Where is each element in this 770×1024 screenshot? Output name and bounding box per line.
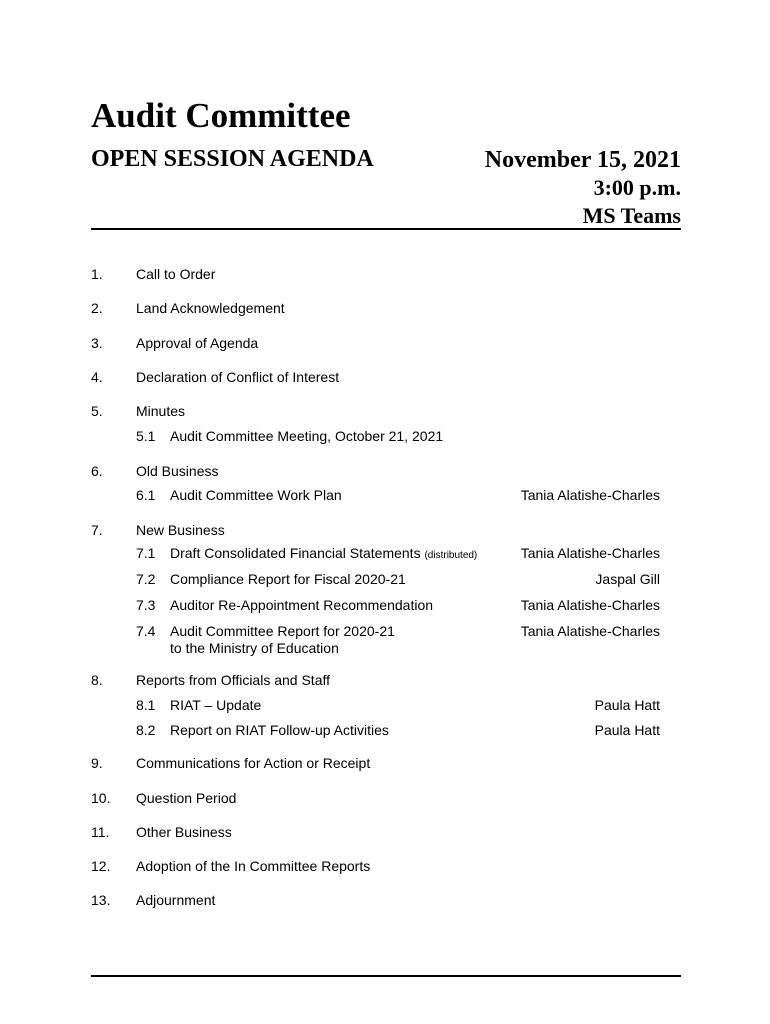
meeting-time: 3:00 p.m. <box>593 175 681 200</box>
subitem-number: 7.2 <box>136 571 156 587</box>
subitem-title: Audit Committee Report for 2020-21 <box>170 623 395 639</box>
subitem <box>136 428 443 445</box>
item-title: Adjournment <box>136 892 216 908</box>
item-number: 10. <box>91 790 111 806</box>
subitem-number: 8.1 <box>136 697 156 713</box>
header-divider <box>91 228 681 230</box>
subitem <box>136 623 395 657</box>
subitem-title-continued: to the Ministry of Education <box>170 640 339 656</box>
subitem-number: 7.3 <box>136 597 156 613</box>
subitem-presenter: Tania Alatishe-Charles <box>520 623 660 639</box>
subitem <box>136 545 477 564</box>
subitem-title: Audit Committee Work Plan <box>170 487 342 503</box>
document-title: Audit Committee <box>91 96 351 135</box>
subitem-number: 5.1 <box>136 428 156 444</box>
item-title: New Business <box>136 522 225 538</box>
subitem-number: 7.4 <box>136 623 156 639</box>
item-title: Declaration of Conflict of Interest <box>136 369 340 385</box>
item-title: Other Business <box>136 824 232 840</box>
item-number: 9. <box>91 755 103 771</box>
subitem-presenter: Paula Hatt <box>594 722 660 738</box>
subitem-presenter: Tania Alatishe-Charles <box>520 597 660 613</box>
item-title: Minutes <box>136 403 186 419</box>
subitem <box>136 697 261 714</box>
item-title: Communications for Action or Receipt <box>136 755 371 771</box>
meeting-date: November 15, 2021 <box>484 147 681 173</box>
footer-divider <box>91 975 681 977</box>
subitem-title: Auditor Re-Appointment Recommendation <box>170 597 434 613</box>
document-subtitle: OPEN SESSION AGENDA <box>91 146 374 172</box>
item-number: 6. <box>91 463 103 479</box>
item-title: Question Period <box>136 790 237 806</box>
item-number: 1. <box>91 266 103 282</box>
subitem-title: Compliance Report for Fiscal 2020-21 <box>170 571 406 587</box>
subitem-title: RIAT – Update <box>170 697 262 713</box>
item-number: 13. <box>91 892 111 908</box>
subitem-number: 6.1 <box>136 487 156 503</box>
subitem-title: Audit Committee Meeting, October 21, 2021 <box>170 428 444 444</box>
item-title: Old Business <box>136 463 219 479</box>
meeting-location: MS Teams <box>582 203 681 228</box>
item-number: 3. <box>91 335 103 351</box>
subitem-title: Report on RIAT Follow-up Activities <box>170 722 389 738</box>
subitem <box>136 487 342 504</box>
item-title: Reports from Officials and Staff <box>136 672 331 688</box>
item-number: 4. <box>91 369 103 385</box>
item-title: Land Acknowledgement <box>136 300 285 316</box>
subitem-presenter: Tania Alatishe-Charles <box>520 487 660 503</box>
item-title: Call to Order <box>136 266 216 282</box>
item-number: 7. <box>91 522 103 538</box>
item-number: 11. <box>91 824 110 840</box>
subitem-presenter: Paula Hatt <box>594 697 660 713</box>
subitem <box>136 722 389 739</box>
subitem-presenter: Jaspal Gill <box>595 571 660 587</box>
item-title: Approval of Agenda <box>136 335 259 351</box>
item-number: 12. <box>91 858 111 874</box>
subitem <box>136 571 406 588</box>
item-title: Adoption of the In Committee Reports <box>136 858 371 874</box>
subitem-presenter: Tania Alatishe-Charles <box>520 545 660 561</box>
item-number: 8. <box>91 672 103 688</box>
subitem-title: Draft Consolidated Financial Statements <box>170 545 421 561</box>
subitem-number: 8.2 <box>136 722 156 738</box>
subitem-number: 7.1 <box>136 545 156 561</box>
item-number: 2. <box>91 300 103 316</box>
item-number: 5. <box>91 403 103 419</box>
subitem-note: (distributed) <box>424 550 478 561</box>
subitem <box>136 597 433 614</box>
